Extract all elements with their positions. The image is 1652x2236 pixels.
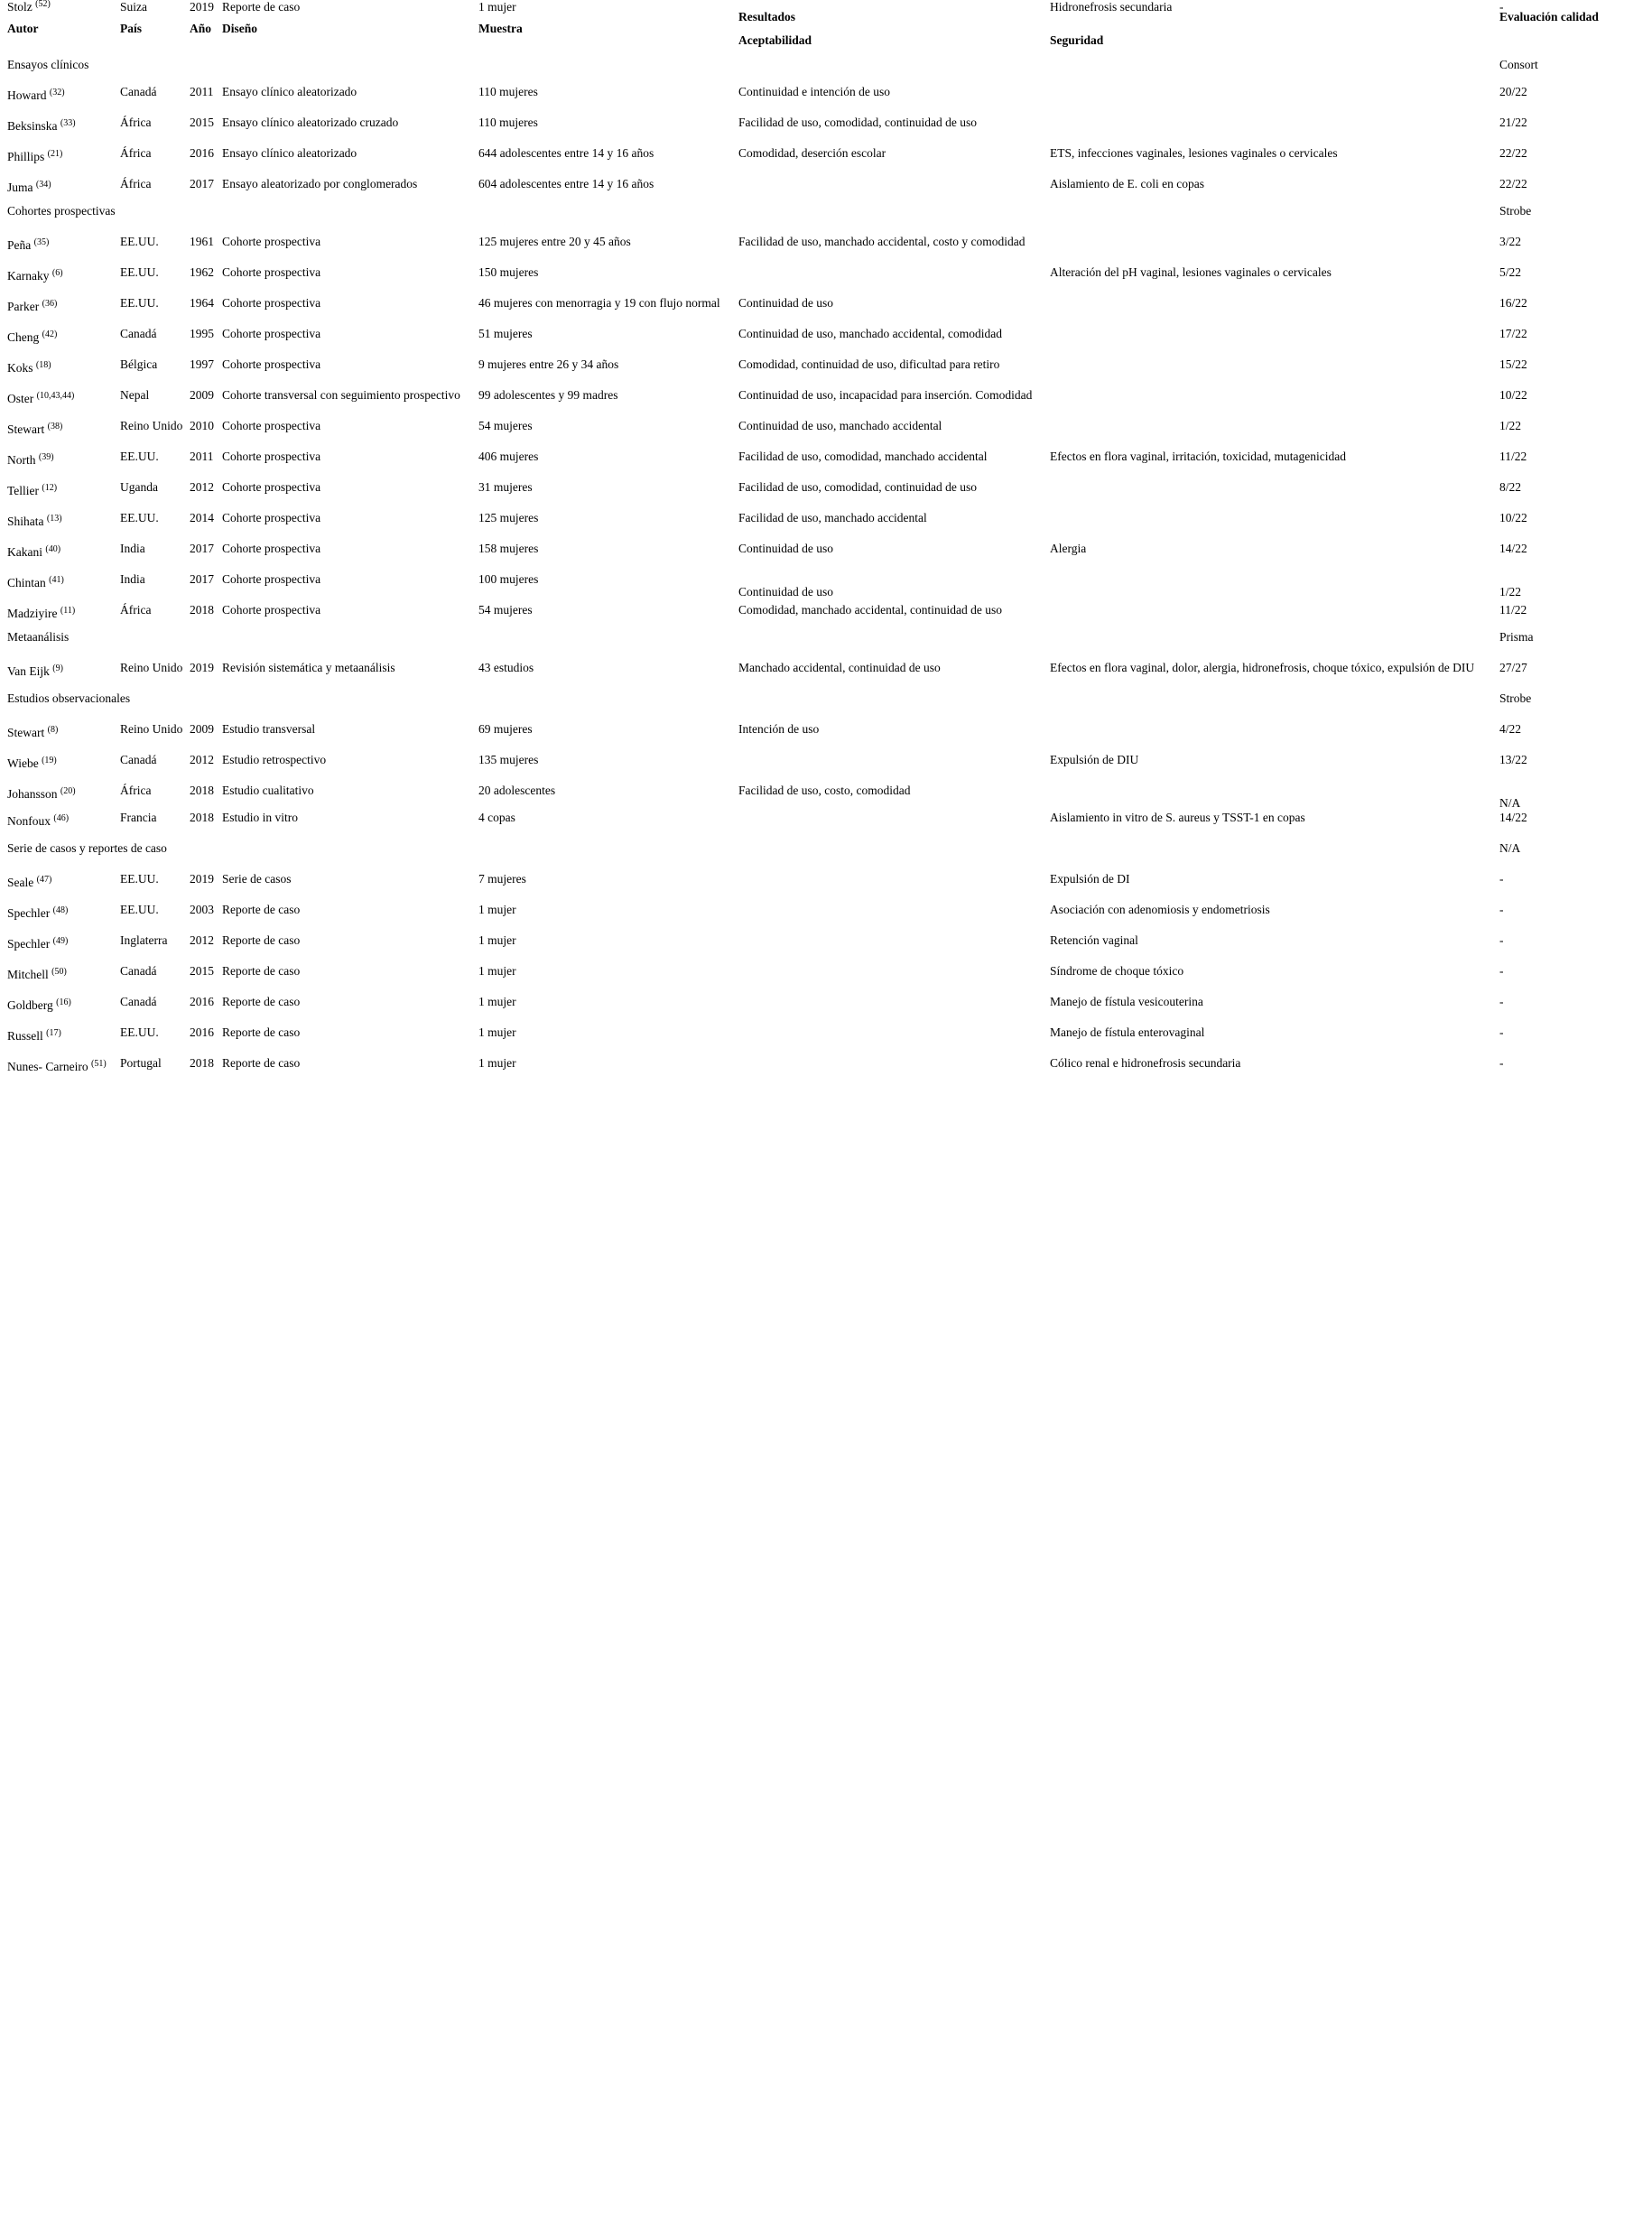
author-name: Cheng <box>7 330 40 344</box>
safety-cell: Retención vaginal <box>1050 933 1138 947</box>
year-cell: 2019 <box>190 872 214 886</box>
quality-score-cell: 11/22 <box>1499 450 1527 463</box>
safety-cell: Aislamiento in vitro de S. aureus y TSST-1 en copas <box>1050 811 1305 824</box>
year-cell: 2011 <box>190 85 214 98</box>
quality-score-cell: 4/22 <box>1499 722 1522 736</box>
year-cell: 2018 <box>190 1056 214 1070</box>
country-cell: Canadá <box>120 753 157 766</box>
design-cell: Ensayo clínico aleatorizado cruzado <box>222 116 399 129</box>
author-cell <box>7 300 57 314</box>
sample-cell: 54 mujeres <box>478 419 533 432</box>
design-cell: Cohorte prospectiva <box>222 296 321 310</box>
reference-number: (48) <box>52 905 69 915</box>
reference-number: (20) <box>60 786 76 796</box>
header-pais: País <box>120 22 143 35</box>
quality-score-cell: 10/22 <box>1499 388 1527 402</box>
reference-number: (47) <box>36 875 52 885</box>
author-name: Shihata <box>7 515 44 528</box>
reference-number: (41) <box>49 575 64 585</box>
acceptability-cell: Continuidad de uso, manchado accidental, comodidad <box>738 327 1003 340</box>
author-name: Madziyire <box>7 607 58 620</box>
section-heading: Serie de casos y reportes de caso <box>7 841 167 855</box>
author-cell <box>7 937 68 951</box>
author-name: Koks <box>7 361 33 375</box>
year-cell: 2017 <box>190 542 214 555</box>
design-cell: Cohorte prospectiva <box>222 235 321 248</box>
year-cell: 1964 <box>190 296 214 310</box>
author-cell <box>7 998 71 1013</box>
year-cell: 2014 <box>190 511 214 524</box>
country-cell: África <box>120 784 152 797</box>
quality-score-cell: 5/22 <box>1499 265 1522 279</box>
design-cell: Cohorte prospectiva <box>222 327 321 340</box>
reference-number: (38) <box>47 422 63 431</box>
design-cell: Estudio in vitro <box>222 811 298 824</box>
sample-cell: 1 mujer <box>478 1056 516 1070</box>
quality-score-cell: - <box>1499 933 1504 947</box>
design-cell: Cohorte prospectiva <box>222 511 321 524</box>
author-cell <box>7 876 51 890</box>
year-cell: 2003 <box>190 903 214 916</box>
sample-cell: 100 mujeres <box>478 572 539 586</box>
design-cell: Cohorte prospectiva <box>222 603 321 617</box>
author-name: Tellier <box>7 484 40 497</box>
author-name: Mitchell <box>7 968 49 981</box>
acceptability-cell: Continuidad de uso <box>738 585 833 598</box>
sample-cell: 135 mujeres <box>478 753 539 766</box>
quality-score-cell: 20/22 <box>1499 85 1527 98</box>
acceptability-cell: Facilidad de uso, manchado accidental <box>738 511 927 524</box>
country-cell: India <box>120 572 145 586</box>
design-cell: Cohorte prospectiva <box>222 450 321 463</box>
design-cell: Estudio cualitativo <box>222 784 314 797</box>
design-cell: Cohorte prospectiva <box>222 419 321 432</box>
header-diseno: Diseño <box>222 22 258 35</box>
author-cell <box>7 726 58 740</box>
author-cell <box>7 484 57 498</box>
sample-cell: 1 mujer <box>478 964 516 978</box>
safety-cell: ETS, infecciones vaginales, lesiones vaginales o cervicales <box>1050 146 1338 160</box>
country-cell: Portugal <box>120 1056 162 1070</box>
header-evaluacion: Evaluación calidad <box>1499 10 1599 23</box>
sample-cell: 31 mujeres <box>478 480 533 494</box>
author-name: Peña <box>7 238 32 252</box>
reference-number: (39) <box>38 452 54 462</box>
design-cell: Reporte de caso <box>222 995 301 1008</box>
sample-cell: 1 mujer <box>478 1025 516 1039</box>
section-heading: Estudios observacionales <box>7 691 131 705</box>
design-cell: Ensayo clínico aleatorizado <box>222 85 357 98</box>
reference-number: (46) <box>53 813 70 823</box>
design-cell: Ensayo aleatorizado por conglomerados <box>222 177 418 190</box>
design-cell: Reporte de caso <box>222 0 301 14</box>
quality-score-cell: 15/22 <box>1499 357 1527 371</box>
acceptability-cell: Continuidad de uso <box>738 542 833 555</box>
author-cell <box>7 238 49 253</box>
design-cell: Reporte de caso <box>222 1056 301 1070</box>
reference-number: (34) <box>35 180 51 190</box>
sample-cell: 69 mujeres <box>478 722 533 736</box>
header-muestra: Muestra <box>478 22 523 35</box>
year-cell: 2016 <box>190 146 214 160</box>
quality-score-cell: 13/22 <box>1499 753 1527 766</box>
acceptability-cell: Manchado accidental, continuidad de uso <box>738 661 941 674</box>
author-name: Nunes- Carneiro <box>7 1060 88 1073</box>
sample-cell: 604 adolescentes entre 14 y 16 años <box>478 177 654 190</box>
design-cell: Estudio retrospectivo <box>222 753 327 766</box>
year-cell: 2016 <box>190 1025 214 1039</box>
author-name: Karnaky <box>7 269 50 283</box>
author-name: Stewart <box>7 422 45 436</box>
country-cell: Bélgica <box>120 357 158 371</box>
safety-cell: Asociación con adenomiosis y endometriosis <box>1050 903 1270 916</box>
reference-number: (10,43,44) <box>36 391 75 401</box>
sample-cell: 51 mujeres <box>478 327 533 340</box>
acceptability-cell: Facilidad de uso, comodidad, continuidad de uso <box>738 480 977 494</box>
country-cell: Canadá <box>120 964 157 978</box>
design-cell: Revisión sistemática y metaanálisis <box>222 661 395 674</box>
quality-score-cell: - <box>1499 964 1504 978</box>
country-cell: Reino Unido <box>120 419 183 432</box>
acceptability-cell: Facilidad de uso, comodidad, continuidad de uso <box>738 116 977 129</box>
author-name: Seale <box>7 876 34 889</box>
section-quality-tool: Consort <box>1499 58 1538 71</box>
country-cell: Canadá <box>120 85 157 98</box>
sample-cell: 1 mujer <box>478 933 516 947</box>
quality-score-cell: 1/22 <box>1499 585 1522 598</box>
reference-number: (40) <box>45 544 61 554</box>
country-cell: Suiza <box>120 0 147 14</box>
design-cell: Reporte de caso <box>222 964 301 978</box>
safety-cell: Expulsión de DI <box>1050 872 1130 886</box>
country-cell: EE.UU. <box>120 511 159 524</box>
country-cell: EE.UU. <box>120 903 159 916</box>
reference-number: (6) <box>51 268 63 278</box>
reference-number: (35) <box>33 237 50 247</box>
quality-score-cell: N/A <box>1499 796 1521 810</box>
author-cell <box>7 392 74 406</box>
acceptability-cell: Facilidad de uso, manchado accidental, costo y comodidad <box>738 235 1026 248</box>
sample-cell: 46 mujeres con menorragia y 19 con flujo normal <box>478 296 720 310</box>
author-cell <box>7 119 76 134</box>
year-cell: 2018 <box>190 784 214 797</box>
sample-cell: 9 mujeres entre 26 y 34 años <box>478 357 619 371</box>
year-cell: 2009 <box>190 388 214 402</box>
author-name: Stewart <box>7 726 45 739</box>
author-name: Spechler <box>7 906 51 920</box>
country-cell: Inglaterra <box>120 933 168 947</box>
author-name: Beksinska <box>7 119 58 133</box>
quality-score-cell: 8/22 <box>1499 480 1522 494</box>
author-cell <box>7 756 57 771</box>
sample-cell: 406 mujeres <box>478 450 539 463</box>
header-anio: Año <box>190 22 212 35</box>
country-cell: EE.UU. <box>120 235 159 248</box>
author-name: Russell <box>7 1029 43 1043</box>
author-name: Stolz <box>7 0 32 14</box>
reference-number: (52) <box>35 0 51 9</box>
country-cell: Canadá <box>120 327 157 340</box>
quality-score-cell: 10/22 <box>1499 511 1527 524</box>
author-cell <box>7 0 51 14</box>
sample-cell: 20 adolescentes <box>478 784 556 797</box>
quality-score-cell: 1/22 <box>1499 419 1522 432</box>
sample-cell: 4 copas <box>478 811 515 824</box>
quality-score-cell: 22/22 <box>1499 146 1527 160</box>
sample-cell: 43 estudios <box>478 661 534 674</box>
year-cell: 1997 <box>190 357 214 371</box>
author-name: Van Eijk <box>7 664 50 678</box>
quality-score-cell: - <box>1499 0 1504 14</box>
section-quality-tool: Strobe <box>1499 691 1532 705</box>
year-cell: 2011 <box>190 450 214 463</box>
quality-score-cell: - <box>1499 1056 1504 1070</box>
year-cell: 2019 <box>190 661 214 674</box>
reference-number: (17) <box>46 1028 61 1038</box>
sample-cell: 99 adolescentes y 99 madres <box>478 388 618 402</box>
design-cell: Cohorte prospectiva <box>222 265 321 279</box>
year-cell: 2012 <box>190 480 214 494</box>
safety-cell: Manejo de fístula vesicouterina <box>1050 995 1203 1008</box>
author-name: Oster <box>7 392 34 405</box>
author-name: Parker <box>7 300 40 313</box>
sample-cell: 125 mujeres entre 20 y 45 años <box>478 235 631 248</box>
reference-number: (50) <box>51 967 67 977</box>
section-quality-tool: Strobe <box>1499 204 1532 218</box>
acceptability-cell: Facilidad de uso, comodidad, manchado accidental <box>738 450 988 463</box>
acceptability-cell: Continuidad de uso, incapacidad para inserción. Comodidad <box>738 388 1033 402</box>
author-name: Nonfoux <box>7 814 51 828</box>
safety-cell: Efectos en flora vaginal, irritación, toxicidad, mutagenicidad <box>1050 450 1347 463</box>
country-cell: África <box>120 116 152 129</box>
country-cell: África <box>120 146 152 160</box>
author-cell <box>7 968 67 982</box>
safety-cell: Manejo de fístula enterovaginal <box>1050 1025 1205 1039</box>
sample-cell: 110 mujeres <box>478 116 538 129</box>
section-heading: Ensayos clínicos <box>7 58 89 71</box>
acceptability-cell: Continuidad de uso <box>738 296 833 310</box>
author-cell <box>7 88 65 103</box>
author-name: Howard <box>7 88 47 102</box>
quality-score-cell: 11/22 <box>1499 603 1527 617</box>
reference-number: (49) <box>52 936 69 946</box>
year-cell: 2010 <box>190 419 214 432</box>
year-cell: 2012 <box>190 753 214 766</box>
sample-cell: 150 mujeres <box>478 265 539 279</box>
acceptability-cell: Continuidad e intención de uso <box>738 85 890 98</box>
safety-cell: Hidronefrosis secundaria <box>1050 0 1173 14</box>
author-cell <box>7 330 57 345</box>
country-cell: Uganda <box>120 480 158 494</box>
design-cell: Ensayo clínico aleatorizado <box>222 146 357 160</box>
design-cell: Cohorte prospectiva <box>222 480 321 494</box>
quality-score-cell: - <box>1499 903 1504 916</box>
author-cell <box>7 787 76 802</box>
author-name: Kakani <box>7 545 42 559</box>
acceptability-cell: Intención de uso <box>738 722 820 736</box>
reference-number: (36) <box>42 299 58 309</box>
quality-score-cell: 14/22 <box>1499 542 1527 555</box>
design-cell: Estudio transversal <box>222 722 316 736</box>
reference-number: (33) <box>60 118 76 128</box>
safety-cell: Alergia <box>1050 542 1087 555</box>
safety-cell: Síndrome de choque tóxico <box>1050 964 1184 978</box>
year-cell: 1995 <box>190 327 214 340</box>
reference-number: (8) <box>47 725 59 735</box>
quality-score-cell: 22/22 <box>1499 177 1527 190</box>
country-cell: Canadá <box>120 995 157 1008</box>
header-seguridad: Seguridad <box>1050 33 1104 47</box>
author-cell <box>7 545 60 560</box>
author-name: North <box>7 453 36 467</box>
year-cell: 2018 <box>190 603 214 617</box>
author-name: Spechler <box>7 937 51 951</box>
acceptability-cell: Facilidad de uso, costo, comodidad <box>738 784 911 797</box>
section-heading: Cohortes prospectivas <box>7 204 116 218</box>
sample-cell: 1 mujer <box>478 995 516 1008</box>
author-cell <box>7 1060 107 1074</box>
author-cell <box>7 1029 61 1044</box>
reference-number: (13) <box>46 514 62 524</box>
author-cell <box>7 361 51 376</box>
author-name: Phillips <box>7 150 45 163</box>
author-cell <box>7 515 62 529</box>
year-cell: 2009 <box>190 722 214 736</box>
author-name: Wiebe <box>7 756 39 770</box>
year-cell: 2015 <box>190 116 214 129</box>
sample-cell: 7 mujeres <box>478 872 526 886</box>
country-cell: EE.UU. <box>120 450 159 463</box>
author-name: Juma <box>7 181 33 194</box>
quality-score-cell: 27/27 <box>1499 661 1527 674</box>
sample-cell: 1 mujer <box>478 903 516 916</box>
author-cell <box>7 181 51 195</box>
safety-cell: Aislamiento de E. coli en copas <box>1050 177 1204 190</box>
quality-score-cell: 17/22 <box>1499 327 1527 340</box>
country-cell: Reino Unido <box>120 661 183 674</box>
year-cell: 2016 <box>190 995 214 1008</box>
design-cell: Reporte de caso <box>222 933 301 947</box>
author-name: Chintan <box>7 576 46 589</box>
author-cell <box>7 576 64 590</box>
quality-score-cell: - <box>1499 1025 1504 1039</box>
reference-number: (19) <box>42 756 57 765</box>
country-cell: África <box>120 603 152 617</box>
sample-cell: 125 mujeres <box>478 511 539 524</box>
year-cell: 2015 <box>190 964 214 978</box>
sample-cell: 158 mujeres <box>478 542 539 555</box>
quality-score-cell: - <box>1499 995 1504 1008</box>
sample-cell: 54 mujeres <box>478 603 533 617</box>
reference-number: (18) <box>35 360 51 370</box>
reference-number: (16) <box>56 997 71 1007</box>
header-aceptabilidad: Aceptabilidad <box>738 33 812 47</box>
year-cell: 1961 <box>190 235 214 248</box>
safety-cell: Alteración del pH vaginal, lesiones vaginales o cervicales <box>1050 265 1332 279</box>
country-cell: EE.UU. <box>120 296 159 310</box>
reference-number: (11) <box>60 606 76 616</box>
safety-cell: Cólico renal e hidronefrosis secundaria <box>1050 1056 1241 1070</box>
author-name: Goldberg <box>7 998 53 1012</box>
reference-number: (32) <box>49 88 65 97</box>
section-quality-tool: N/A <box>1499 841 1521 855</box>
sample-cell: 110 mujeres <box>478 85 538 98</box>
design-cell: Cohorte transversal con seguimiento prospectivo <box>222 388 460 402</box>
reference-number: (21) <box>47 149 63 159</box>
country-cell: India <box>120 542 145 555</box>
reference-number: (42) <box>42 329 58 339</box>
author-cell <box>7 607 75 621</box>
author-cell <box>7 453 54 468</box>
design-cell: Reporte de caso <box>222 903 301 916</box>
quality-score-cell: 14/22 <box>1499 811 1527 824</box>
year-cell: 1962 <box>190 265 214 279</box>
reference-number: (12) <box>42 483 58 493</box>
quality-score-cell: 3/22 <box>1499 235 1522 248</box>
author-cell <box>7 906 68 921</box>
author-cell <box>7 150 62 164</box>
year-cell: 2012 <box>190 933 214 947</box>
quality-score-cell: 21/22 <box>1499 116 1527 129</box>
acceptability-cell: Comodidad, deserción escolar <box>738 146 886 160</box>
design-cell: Cohorte prospectiva <box>222 357 321 371</box>
reference-number: (9) <box>52 663 63 673</box>
design-cell: Serie de casos <box>222 872 292 886</box>
country-cell: Reino Unido <box>120 722 183 736</box>
country-cell: Nepal <box>120 388 150 402</box>
design-cell: Reporte de caso <box>222 1025 301 1039</box>
author-name: Johansson <box>7 787 58 801</box>
year-cell: 2017 <box>190 572 214 586</box>
country-cell: África <box>120 177 152 190</box>
sample-cell: 1 mujer <box>478 0 516 14</box>
author-cell <box>7 664 63 679</box>
section-quality-tool: Prisma <box>1499 630 1534 644</box>
safety-cell: Expulsión de DIU <box>1050 753 1139 766</box>
author-cell <box>7 814 69 829</box>
acceptability-cell: Comodidad, manchado accidental, continuidad de uso <box>738 603 1003 617</box>
header-autor: Autor <box>7 22 39 35</box>
acceptability-cell: Continuidad de uso, manchado accidental <box>738 419 942 432</box>
country-cell: EE.UU. <box>120 265 159 279</box>
quality-score-cell: 16/22 <box>1499 296 1527 310</box>
country-cell: EE.UU. <box>120 1025 159 1039</box>
country-cell: EE.UU. <box>120 872 159 886</box>
quality-score-cell: - <box>1499 872 1504 886</box>
section-heading: Metaanálisis <box>7 630 70 644</box>
design-cell: Cohorte prospectiva <box>222 572 321 586</box>
design-cell: Cohorte prospectiva <box>222 542 321 555</box>
header-resultados: Resultados <box>738 10 796 23</box>
reference-number: (51) <box>90 1059 107 1069</box>
safety-cell: Efectos en flora vaginal, dolor, alergia, hidronefrosis, choque tóxico, expulsión de DIU <box>1050 661 1475 674</box>
author-cell <box>7 269 63 283</box>
year-cell: 2017 <box>190 177 214 190</box>
year-cell: 2018 <box>190 811 214 824</box>
acceptability-cell: Comodidad, continuidad de uso, dificultad para retiro <box>738 357 1000 371</box>
sample-cell: 644 adolescentes entre 14 y 16 años <box>478 146 654 160</box>
country-cell: Francia <box>120 811 157 824</box>
year-cell: 2019 <box>190 0 214 14</box>
author-cell <box>7 422 62 437</box>
